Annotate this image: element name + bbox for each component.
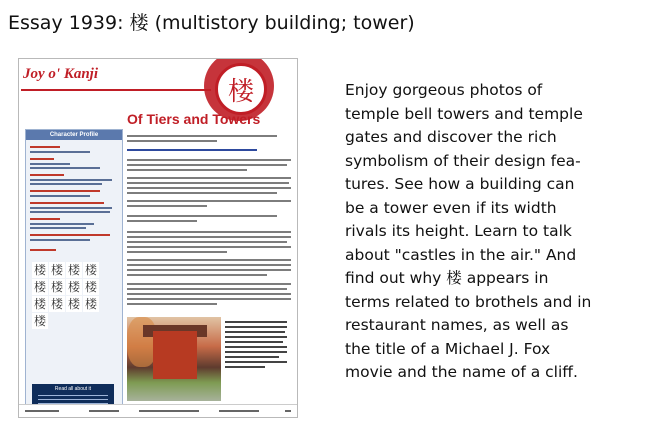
essay-page-thumbnail[interactable] [18, 58, 298, 418]
temple-gate-photo [127, 317, 221, 401]
brand-rule [21, 89, 211, 91]
character-profile-panel [25, 129, 123, 413]
essay-description: Enjoy gorgeous photos of temple bell towers and temple gates and discover the rich symbolism of their design fea- tures. See how a building can be a tower even if its width rivals its height. Learn to talk about "castles in the air." And find out why 楼 appears in terms related to brothels and in restaurant names, as well as the title of a Michael J. Fox movie and the name of a cliff. [345, 81, 592, 381]
kanji-badge: 楼 [215, 63, 267, 115]
photo-caption [225, 317, 291, 401]
thumbnail-essay-heading: Of Tiers and Towers [127, 111, 261, 127]
essay-title: Essay 1939: 楼 (multistory building; tower) [8, 12, 415, 34]
character-profile-header: Character Profile [26, 130, 122, 140]
thumbnail-footer [19, 404, 297, 417]
read-all-box: Read all about it [32, 384, 114, 408]
brand-logo: Joy o' Kanji [23, 66, 99, 82]
stroke-order-grid: 楼 楼 楼 楼 楼 楼 楼 楼 楼 楼 楼 楼 楼 [33, 263, 97, 328]
